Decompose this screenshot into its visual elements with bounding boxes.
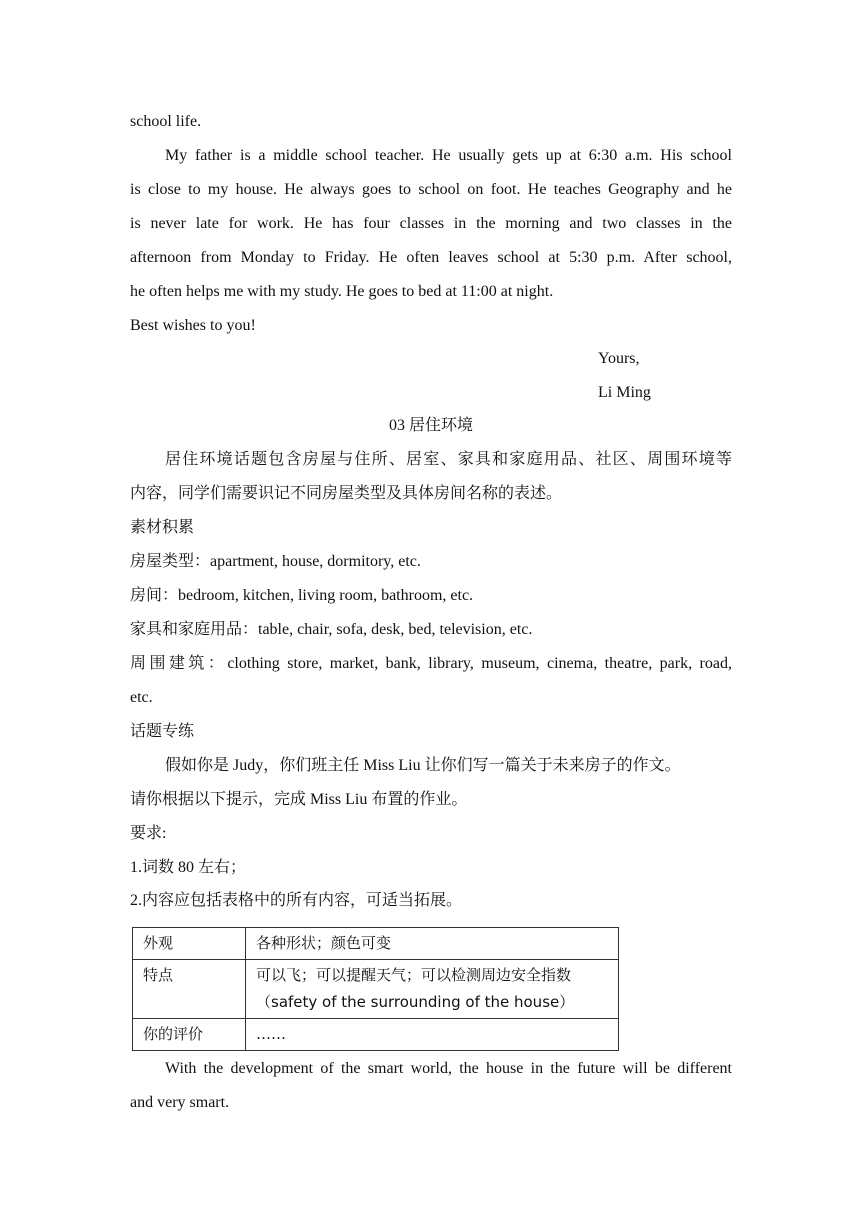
essay-line: and very smart. xyxy=(130,1094,230,1111)
task-line: 假如你是 Judy，你们班主任 Miss Liu 让你们写一篇关于未来房子的作文。 xyxy=(165,757,681,774)
letter-signature: Li Ming xyxy=(598,384,651,401)
intro-line: 内容，同学们需要识记不同房屋类型及具体房间名称的表述。 xyxy=(130,485,563,502)
table-value: …… xyxy=(246,1019,619,1051)
practice-title: 话题专练 xyxy=(130,723,195,740)
letter-paragraph-line: he often helps me with my study. He goes to bed at 11:00 at night. xyxy=(130,283,554,300)
letter-paragraph-line: afternoon from Monday to Friday. He often leaves school at 5:30 p.m. After school, xyxy=(130,249,732,266)
table-key: 特点 xyxy=(133,960,246,1019)
section-heading: 03 居住环境 xyxy=(388,417,473,434)
material-title: 素材积累 xyxy=(130,519,195,536)
letter-continuation: school life. xyxy=(130,113,202,130)
table-row xyxy=(133,1019,619,1051)
requirements-title: 要求: xyxy=(130,825,167,842)
intro-line: 居住环境话题包含房屋与住所、居室、家具和家庭用品、社区、周围环境等 xyxy=(165,451,732,468)
table-key: 你的评价 xyxy=(133,1019,246,1051)
essay-line: With the development of the smart world, the house in the future will be different xyxy=(165,1060,732,1077)
table-row xyxy=(133,928,619,960)
letter-closing: Best wishes to you! xyxy=(130,317,256,334)
table-value: 可以飞；可以提醒天气；可以检测周边安全指数（safety of the surrounding of the house） xyxy=(246,960,619,1019)
vocab-line: 房间：bedroom, kitchen, living room, bathroom, etc. xyxy=(130,587,474,604)
vocab-line: 家具和家庭用品：table, chair, sofa, desk, bed, television, etc. xyxy=(130,621,533,638)
requirement-item: 1.词数 80 左右； xyxy=(130,859,247,876)
vocab-line: 房屋类型：apartment, house, dormitory, etc. xyxy=(130,553,421,570)
prompt-table xyxy=(132,927,619,1051)
table-key: 外观 xyxy=(133,928,246,960)
letter-paragraph-line: is close to my house. He always goes to school on foot. He teaches Geography and he xyxy=(130,181,732,198)
task-line: 请你根据以下提示，完成 Miss Liu 布置的作业。 xyxy=(130,791,468,808)
vocab-line: etc. xyxy=(130,689,153,706)
letter-paragraph-line: My father is a middle school teacher. He usually gets up at 6:30 a.m. His school xyxy=(165,147,732,164)
vocab-line: 周围建筑：clothing store, market, bank, library, museum, cinema, theatre, park, road, xyxy=(130,655,732,672)
table-row xyxy=(133,960,619,1019)
letter-paragraph-line: is never late for work. He has four classes in the morning and two classes in the xyxy=(130,215,732,232)
table-value: 各种形状；颜色可变 xyxy=(246,928,619,960)
letter-sign-off: Yours, xyxy=(598,350,640,367)
requirement-item: 2.内容应包括表格中的所有内容，可适当拓展。 xyxy=(130,892,463,909)
